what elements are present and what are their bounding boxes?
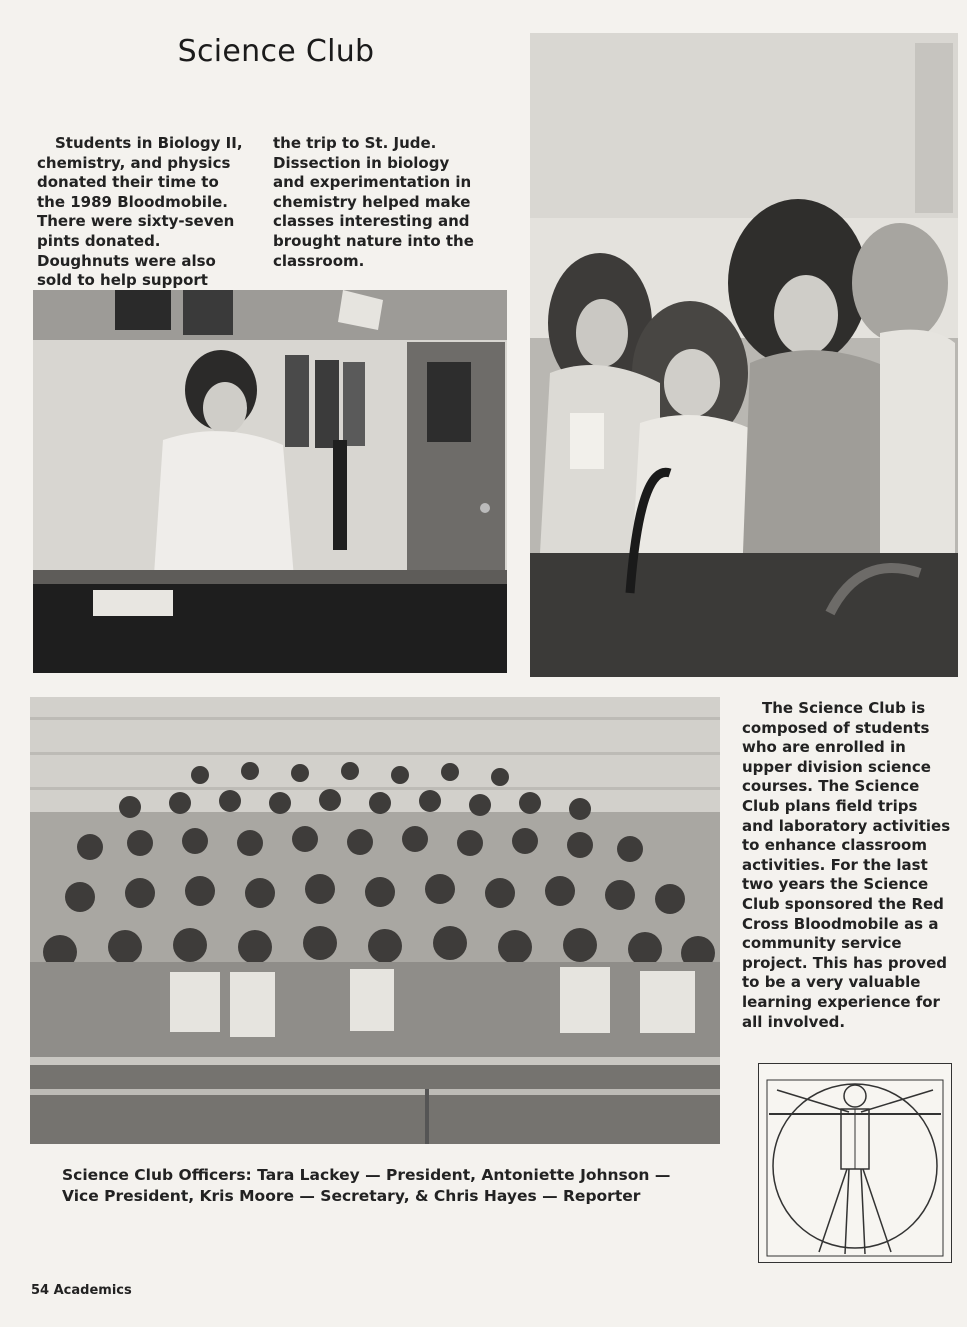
intro-text-column-1: Students in Biology II, chemistry, and physics donated their time to the 1989 Bloodmobile. There were sixty-seven pints donated. Doughnuts were also sold to help support xyxy=(37,134,243,290)
page-folio: 54 Academics xyxy=(31,1283,132,1298)
science-club-group-photo xyxy=(30,697,720,1144)
students-at-lab-bench-photo xyxy=(530,33,958,677)
vitruvian-man-illustration xyxy=(758,1063,952,1263)
intro-text-column-2: the trip to St. Jude. Dissection in biology and experimentation in chemistry helped make classes interesting and brought nature into the classroom. xyxy=(273,134,474,270)
page-title: Science Club xyxy=(177,34,375,69)
club-description-text: The Science Club is composed of students who are enrolled in upper division science courses. The Science Club plans field trips and laboratory activities to enhance classroom activities. For the last two years the Science Club sponsored the Red Cross Bloodmobile as a community service project. This has proved to be a very valuable learning experience for all involved. xyxy=(742,699,951,1031)
officers-caption: Science Club Officers: Tara Lackey — President, Antoniette Johnson — Vice President, Kris Moore — Secretary, & Chris Hayes — Reporter xyxy=(62,1166,671,1205)
teacher-lecturing-photo xyxy=(33,290,507,673)
